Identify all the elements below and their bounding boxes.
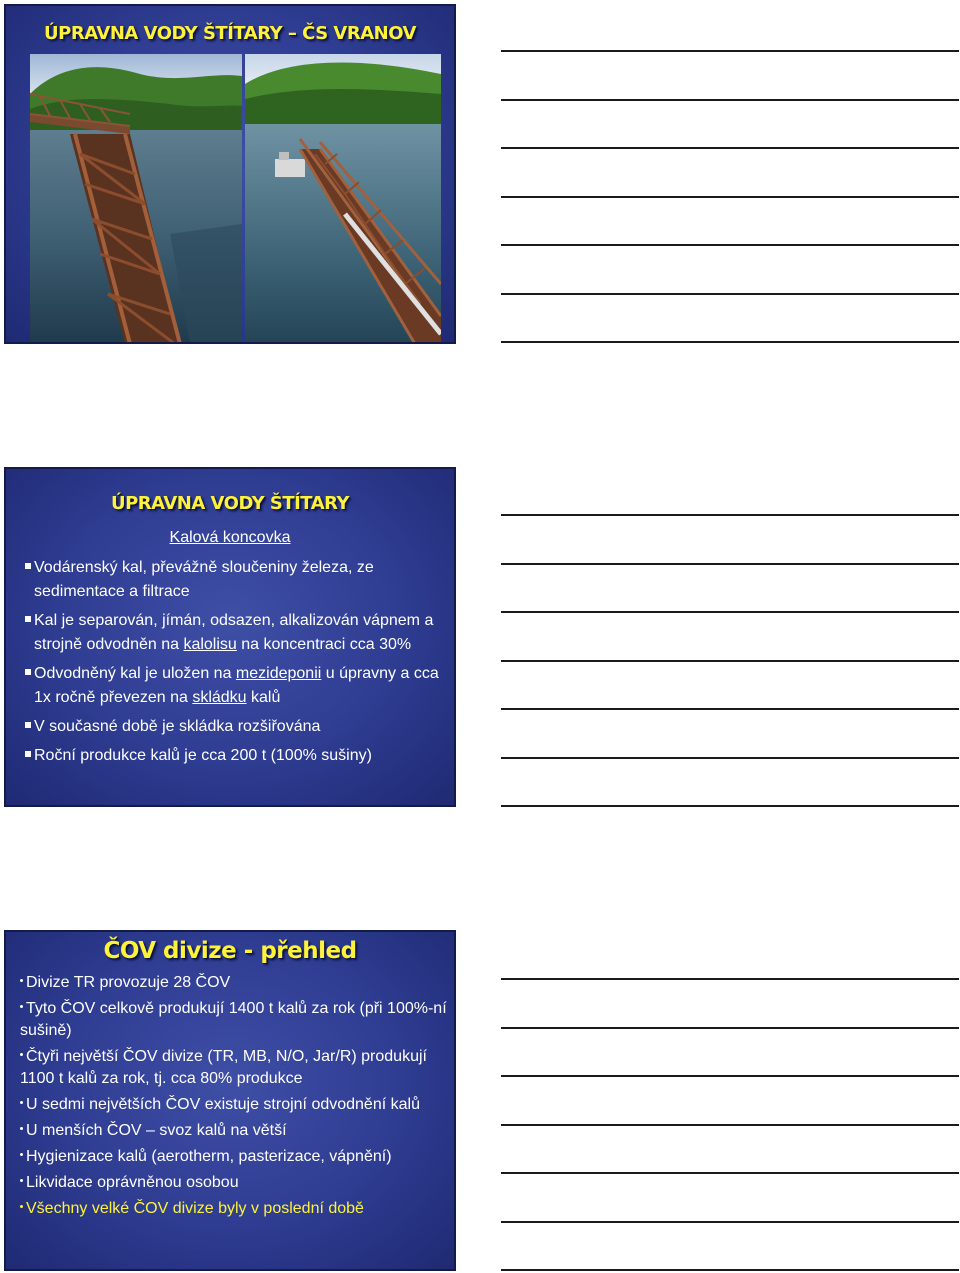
bullet-text: Tyto ČOV celkově produkují 1400 t kalů za rok (při 100%-ní sušině): [20, 1000, 447, 1039]
slide-2: [4, 467, 456, 807]
slide-2-title: ÚPRAVNA VODY ŠTÍTARY: [110, 493, 350, 514]
dot-bullet-icon: [20, 1179, 23, 1182]
bullet-text: Roční produkce kalů je cca 200 t (100% sušiny): [34, 747, 372, 764]
lake-footbridge-photo-right: [245, 54, 441, 344]
note-line: [501, 1221, 959, 1223]
bullet-text: U sedmi největších ČOV existuje strojní odvodnění kalů: [26, 1096, 420, 1113]
square-bullet-icon: [25, 616, 31, 622]
note-line: [501, 147, 959, 149]
slide-1: [4, 4, 456, 344]
bullet-text: u úpravny a cca 1x ročně převezen na: [34, 665, 439, 706]
dot-bullet-icon: [20, 1101, 23, 1104]
note-line: [501, 50, 959, 52]
bullet-item: [25, 715, 445, 739]
underlined-term: mezideponii: [235, 665, 322, 682]
bullet-item: [20, 1146, 448, 1168]
note-line: [501, 708, 959, 710]
square-bullet-icon: [25, 751, 31, 757]
bullet-text: Vodárenský kal, převážně sloučeniny železa, ze sedimentace a filtrace: [34, 559, 374, 600]
bullet-text: Divize TR provozuje 28 ČOV: [26, 974, 231, 991]
note-line: [501, 978, 959, 980]
slide-3-bullet-list: [20, 972, 448, 1224]
note-line: [501, 805, 959, 807]
dot-bullet-icon: [20, 1153, 23, 1156]
note-line: [501, 341, 959, 343]
dot-bullet-icon: [20, 1053, 23, 1056]
note-line: [501, 1075, 959, 1077]
square-bullet-icon: [25, 722, 31, 728]
note-line: [501, 514, 959, 516]
bullet-item: [25, 556, 445, 604]
dot-bullet-icon: [20, 1205, 23, 1208]
bullet-item: [25, 662, 445, 710]
dot-bullet-icon: [20, 1005, 23, 1008]
bullet-text: na koncentraci cca 30%: [236, 636, 412, 653]
note-line: [501, 196, 959, 198]
bullet-text: Kal je separován, jímán, odsazen, alkalizován vápnem a strojně odvodněn na: [34, 612, 434, 653]
note-line: [501, 244, 959, 246]
bullet-item: [25, 609, 445, 657]
note-line: [501, 1124, 959, 1126]
bullet-text: Hygienizace kalů (aerotherm, pasterizace, vápnění): [26, 1148, 392, 1165]
bullet-text: V současné době je skládka rozšiřována: [34, 718, 321, 735]
note-line: [501, 293, 959, 295]
bullet-text: Likvidace oprávněnou osobou: [26, 1174, 239, 1191]
slide-3: [4, 930, 456, 1271]
note-line: [501, 660, 959, 662]
bullet-text: Čtyři největší ČOV divize (TR, MB, N/O, Jar/R) produkují 1100 t kalů za rok, tj. cca 80% produkce: [20, 1048, 427, 1087]
square-bullet-icon: [25, 563, 31, 569]
lake-footbridge-photo-left: [30, 54, 242, 344]
dot-bullet-icon: [20, 1127, 23, 1130]
bullet-item: [20, 1172, 448, 1194]
bullet-text: Odvodněný kal je uložen na: [34, 665, 236, 682]
bullet-item: [20, 1198, 448, 1220]
note-line: [501, 611, 959, 613]
note-line: [501, 1269, 959, 1271]
underlined-term: kalolisu: [183, 636, 237, 653]
slide-3-title: ČOV divize - přehled: [103, 938, 357, 964]
bullet-item: [25, 744, 445, 768]
underlined-term: skládku: [192, 689, 247, 706]
bullet-text: kalů: [246, 689, 281, 706]
square-bullet-icon: [25, 669, 31, 675]
bullet-item: [20, 972, 448, 994]
slide-1-title: ÚPRAVNA VODY ŠTÍTARY – ČS VRANOV: [44, 23, 416, 44]
bullet-item: [20, 1120, 448, 1142]
bullet-item: [20, 1094, 448, 1116]
note-line: [501, 99, 959, 101]
bullet-item: [20, 998, 448, 1042]
slide-2-bullet-list: [25, 556, 445, 773]
note-line: [501, 1172, 959, 1174]
bullet-text: Všechny velké ČOV divize byly v poslední době: [26, 1200, 364, 1217]
note-line: [501, 563, 959, 565]
bullet-item: [20, 1046, 448, 1090]
dot-bullet-icon: [20, 979, 23, 982]
slide-2-subtitle: Kalová koncovka: [169, 529, 291, 546]
note-line: [501, 1027, 959, 1029]
note-line: [501, 757, 959, 759]
bullet-text: U menších ČOV – svoz kalů na větší: [26, 1122, 287, 1139]
